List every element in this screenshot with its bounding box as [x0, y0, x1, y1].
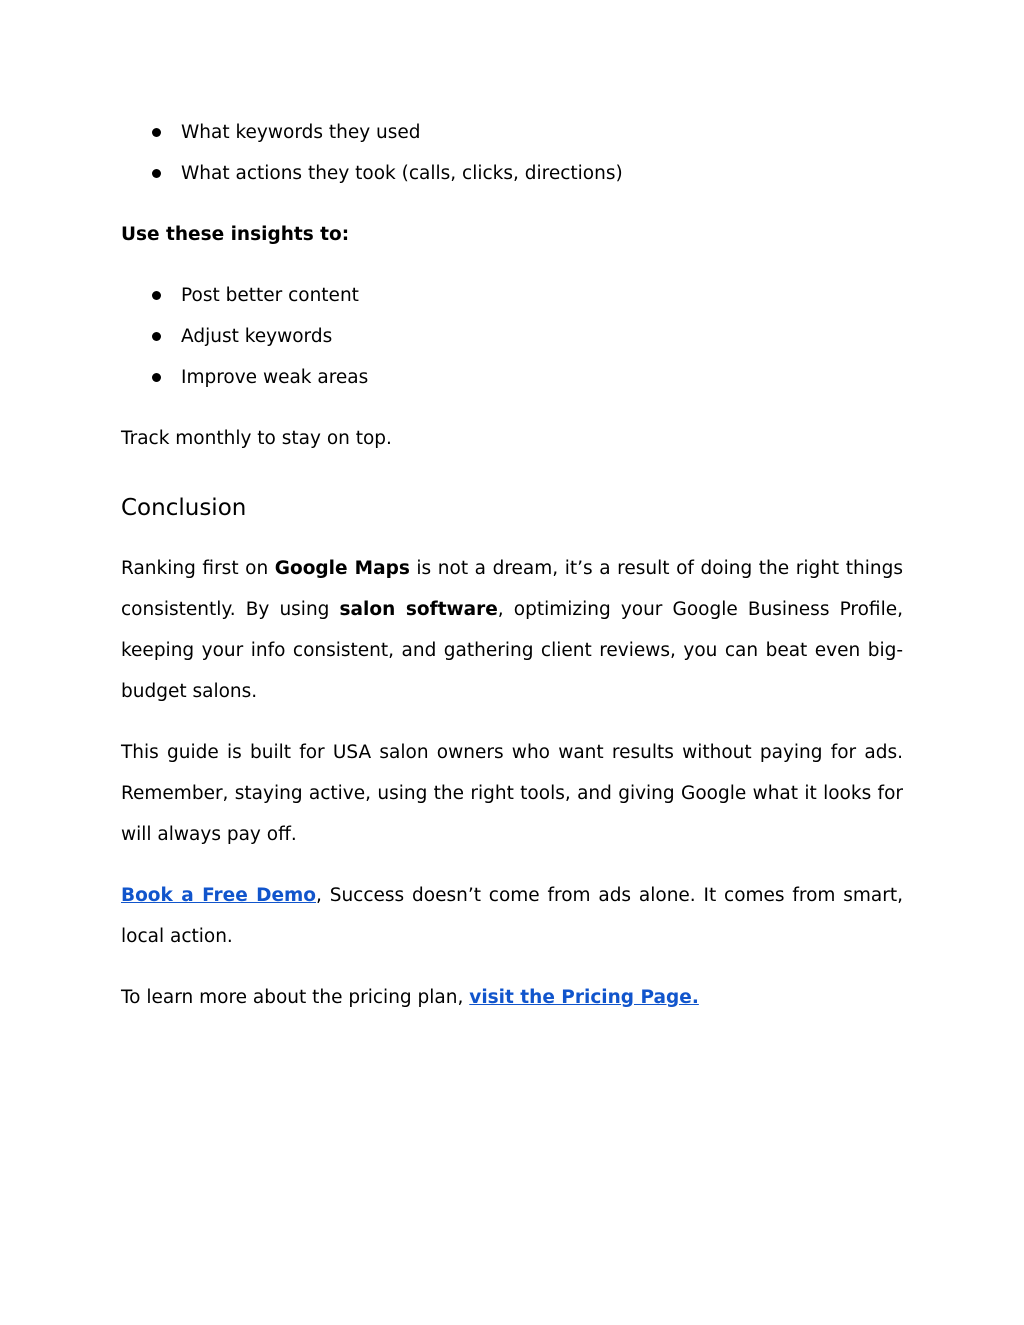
track-text: Track monthly to stay on top. — [121, 428, 392, 449]
page-content — [121, 112, 903, 1018]
bullet-icon — [152, 291, 161, 300]
bullet-icon — [152, 332, 161, 341]
text-run: Ranking first on — [121, 558, 275, 579]
insights-list — [121, 112, 903, 194]
text-run: To learn more about the pricing plan, — [121, 987, 470, 1008]
list-item-text: Post better content — [181, 285, 359, 306]
list-item — [121, 112, 903, 153]
bullet-icon — [152, 169, 161, 178]
list-item-text: Adjust keywords — [181, 326, 333, 347]
text-run: , Success doesn’t come from ads alone. It comes from smart, local action. — [121, 885, 903, 947]
text-run: , optimizing your Google Business Profile, keeping your info consistent, and gathering client reviews, you can beat even big-budget salons. — [121, 599, 903, 702]
google-maps-emphasis: Google Maps — [274, 558, 410, 579]
actions-list — [121, 275, 903, 398]
list-item — [121, 316, 903, 357]
list-item-text: Improve weak areas — [181, 367, 369, 388]
pricing-page-link[interactable]: visit the Pricing Page. — [469, 987, 699, 1008]
bullet-icon — [152, 373, 161, 382]
list-item-text: What actions they took (calls, clicks, directions) — [181, 163, 623, 184]
conclusion-paragraph-4 — [121, 977, 903, 1018]
bullet-icon — [152, 128, 161, 137]
conclusion-paragraph-3 — [121, 875, 903, 957]
book-demo-link[interactable]: Book a Free Demo — [121, 885, 317, 906]
list-item — [121, 275, 903, 316]
list-item-text: What keywords they used — [181, 122, 421, 143]
salon-software-emphasis: salon software — [339, 599, 498, 620]
conclusion-paragraph-1 — [121, 548, 903, 712]
conclusion-paragraph-2: This guide is built for USA salon owners who want results without paying for ads. Remember, staying active, using the right tools, and giving Google what it looks for will always pay off. — [121, 742, 903, 845]
text-run: is not a dream, it’s a result of doing the right things consistently. By using — [121, 558, 903, 620]
insights-lead: Use these insights to: — [121, 224, 350, 245]
conclusion-heading: Conclusion — [121, 495, 247, 521]
list-item — [121, 153, 903, 194]
list-item — [121, 357, 903, 398]
